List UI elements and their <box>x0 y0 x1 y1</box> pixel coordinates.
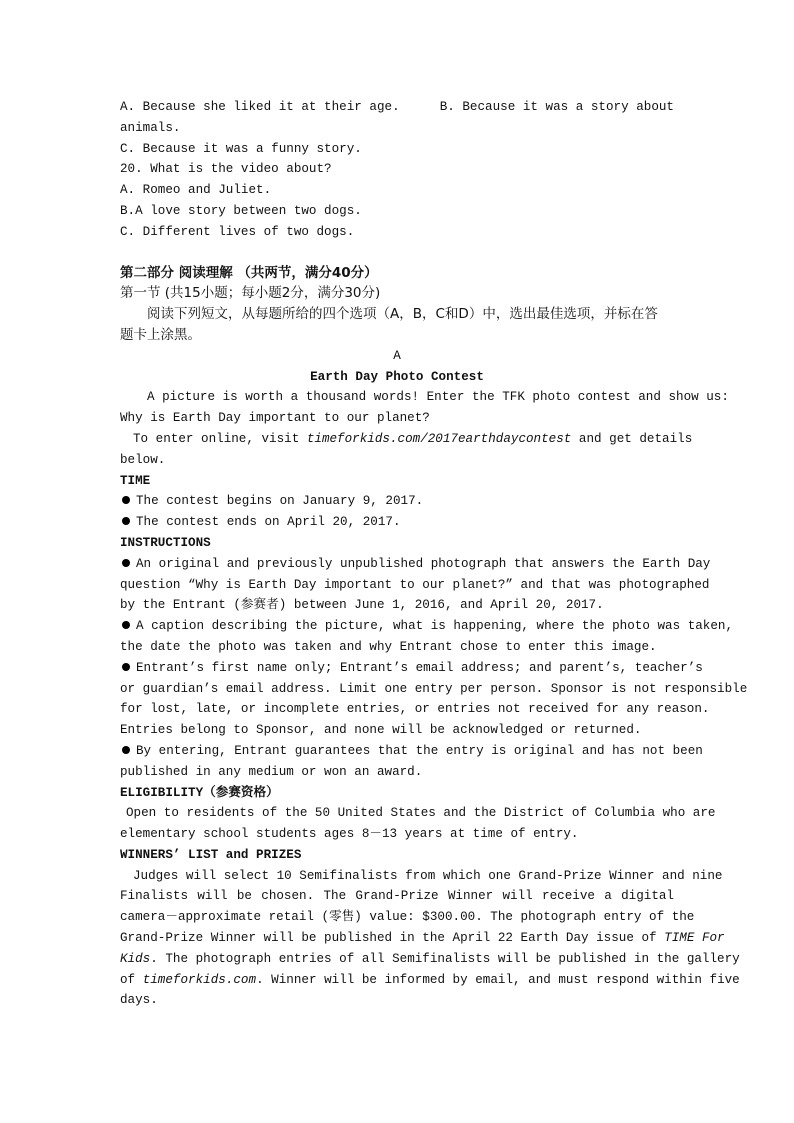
instr-3-line-3: for lost, late, or incomplete entries, or entries not received for any reason. <box>120 702 710 717</box>
enter-online-text-b: and get details <box>578 431 693 446</box>
contest-url-link[interactable]: timeforkids.com/2017earthdaycontest <box>306 431 572 446</box>
time-item-1-text: The contest begins on January 9, 2017. <box>136 494 424 509</box>
instructions-label: INSTRUCTIONS <box>120 535 211 550</box>
bullet-icon <box>122 746 130 754</box>
instr-3-line-2: or guardian’s email address. Limit one entry per person. Sponsor is not responsible <box>120 681 748 696</box>
bullet-icon <box>122 496 130 504</box>
elig-line-2: elementary school students ages 8－13 years at time of entry. <box>120 827 579 842</box>
part2-heading: 第二部分 阅读理解 （共两节，满分40分） <box>120 264 378 281</box>
q20-question: 20. What is the video about? <box>120 162 332 177</box>
win-line-3: camera－approximate retail (零售) value: $300.00. The photograph entry of the <box>120 910 695 925</box>
winners-label: WINNERS’ LIST and PRIZES <box>120 847 302 862</box>
win-line-6 <box>120 970 740 991</box>
bullet-icon <box>122 517 130 525</box>
enter-online-text: To enter online, visit <box>133 431 300 446</box>
eligibility-label: ELIGIBILITY（参赛资格） <box>120 785 279 800</box>
win-line-6-text: . Winner will be informed by email, and must respond within five <box>256 972 740 987</box>
elig-line-1: Open to residents of the 50 United States and the District of Columbia who are <box>126 806 716 821</box>
win-line-2: Finalists will be chosen. The Grand-Prize Winner will receive a digital <box>120 889 674 904</box>
kids-title-cont: Kids <box>120 951 151 966</box>
win-line-6-of: of <box>120 972 136 987</box>
enter-online-line <box>120 429 693 450</box>
q19-option-b-cont: animals. <box>120 120 181 135</box>
win-line-1: Judges will select 10 Semifinalists from which one Grand-Prize Winner and nine <box>133 868 723 883</box>
intro-line-2: Why is Earth Day important to our planet? <box>120 411 430 426</box>
win-line-5-text: . The photograph entries of all Semifinalists will be published in the gallery <box>150 951 740 966</box>
instruction-line-1: 阅读下列短文，从每题所给的四个选项（A，B，C和D）中，选出最佳选项，并标在答 <box>147 306 658 323</box>
q20-option-b: B.A love story between two dogs. <box>120 203 362 218</box>
instr-1-line-2: question “Why is Earth Day important to our planet?” and that was photographed <box>120 577 710 592</box>
instr-4-line-1 <box>120 741 703 762</box>
instr-2-line-1-text: A caption describing the picture, what is happening, where the photo was taken, <box>136 619 734 634</box>
win-line-4-text: Grand-Prize Winner will be published in the April 22 Earth Day issue of <box>120 931 657 946</box>
q19-options-row <box>120 97 674 118</box>
section1-heading: 第一节 (共15小题；每小题2分，满分30分) <box>120 285 381 302</box>
win-line-4 <box>120 928 725 949</box>
win-line-5 <box>120 949 740 970</box>
bullet-icon <box>122 663 130 671</box>
instr-2-line-2: the date the photo was taken and why Entrant chose to enter this image. <box>120 639 657 654</box>
time-item-2 <box>120 512 674 533</box>
time-item-1 <box>120 491 674 512</box>
instr-3-line-1-text: Entrant’s first name only; Entrant’s email address; and parent’s, teacher’s <box>136 660 703 675</box>
passage-title: Earth Day Photo Contest <box>310 369 484 384</box>
win-line-7: days. <box>120 993 158 1008</box>
intro-line-1: A picture is worth a thousand words! Enter the TFK photo contest and show us: <box>147 390 729 405</box>
q20-option-a: A. Romeo and Juliet. <box>120 183 272 198</box>
q20-option-c: C. Different lives of two dogs. <box>120 224 355 239</box>
instr-1-line-1-text: An original and previously unpublished photograph that answers the Earth Day <box>136 556 711 571</box>
instruction-line-2: 题卡上涂黑。 <box>120 326 201 343</box>
instr-4-line-2: published in any medium or won an award. <box>120 764 423 779</box>
q19-option-c: C. Because it was a funny story. <box>120 141 362 156</box>
instr-4-line-1-text: By entering, Entrant guarantees that the entry is original and has not been <box>136 743 703 758</box>
passage-letter: A <box>393 348 401 363</box>
q19-option-a: A. Because she liked it at their age. <box>120 100 400 114</box>
instr-3-line-1 <box>120 658 703 679</box>
instr-3-line-4: Entries belong to Sponsor, and none will be acknowledged or returned. <box>120 723 642 738</box>
instr-2-line-1 <box>120 616 734 637</box>
instr-1-line-3: by the Entrant (参赛者) between June 1, 2016, and April 20, 2017. <box>120 598 604 613</box>
q19-option-b: B. Because it was a story about <box>439 100 674 114</box>
time-item-2-text: The contest ends on April 20, 2017. <box>136 515 401 530</box>
document-page <box>120 97 748 1011</box>
bullet-icon <box>122 559 130 567</box>
time-for-kids-title: TIME For <box>664 931 725 946</box>
bullet-icon <box>122 621 130 629</box>
enter-online-line-2: below. <box>120 452 166 467</box>
instr-1-line-1 <box>120 554 711 575</box>
gallery-url-link[interactable]: timeforkids.com <box>142 972 257 987</box>
time-label: TIME <box>120 473 151 488</box>
